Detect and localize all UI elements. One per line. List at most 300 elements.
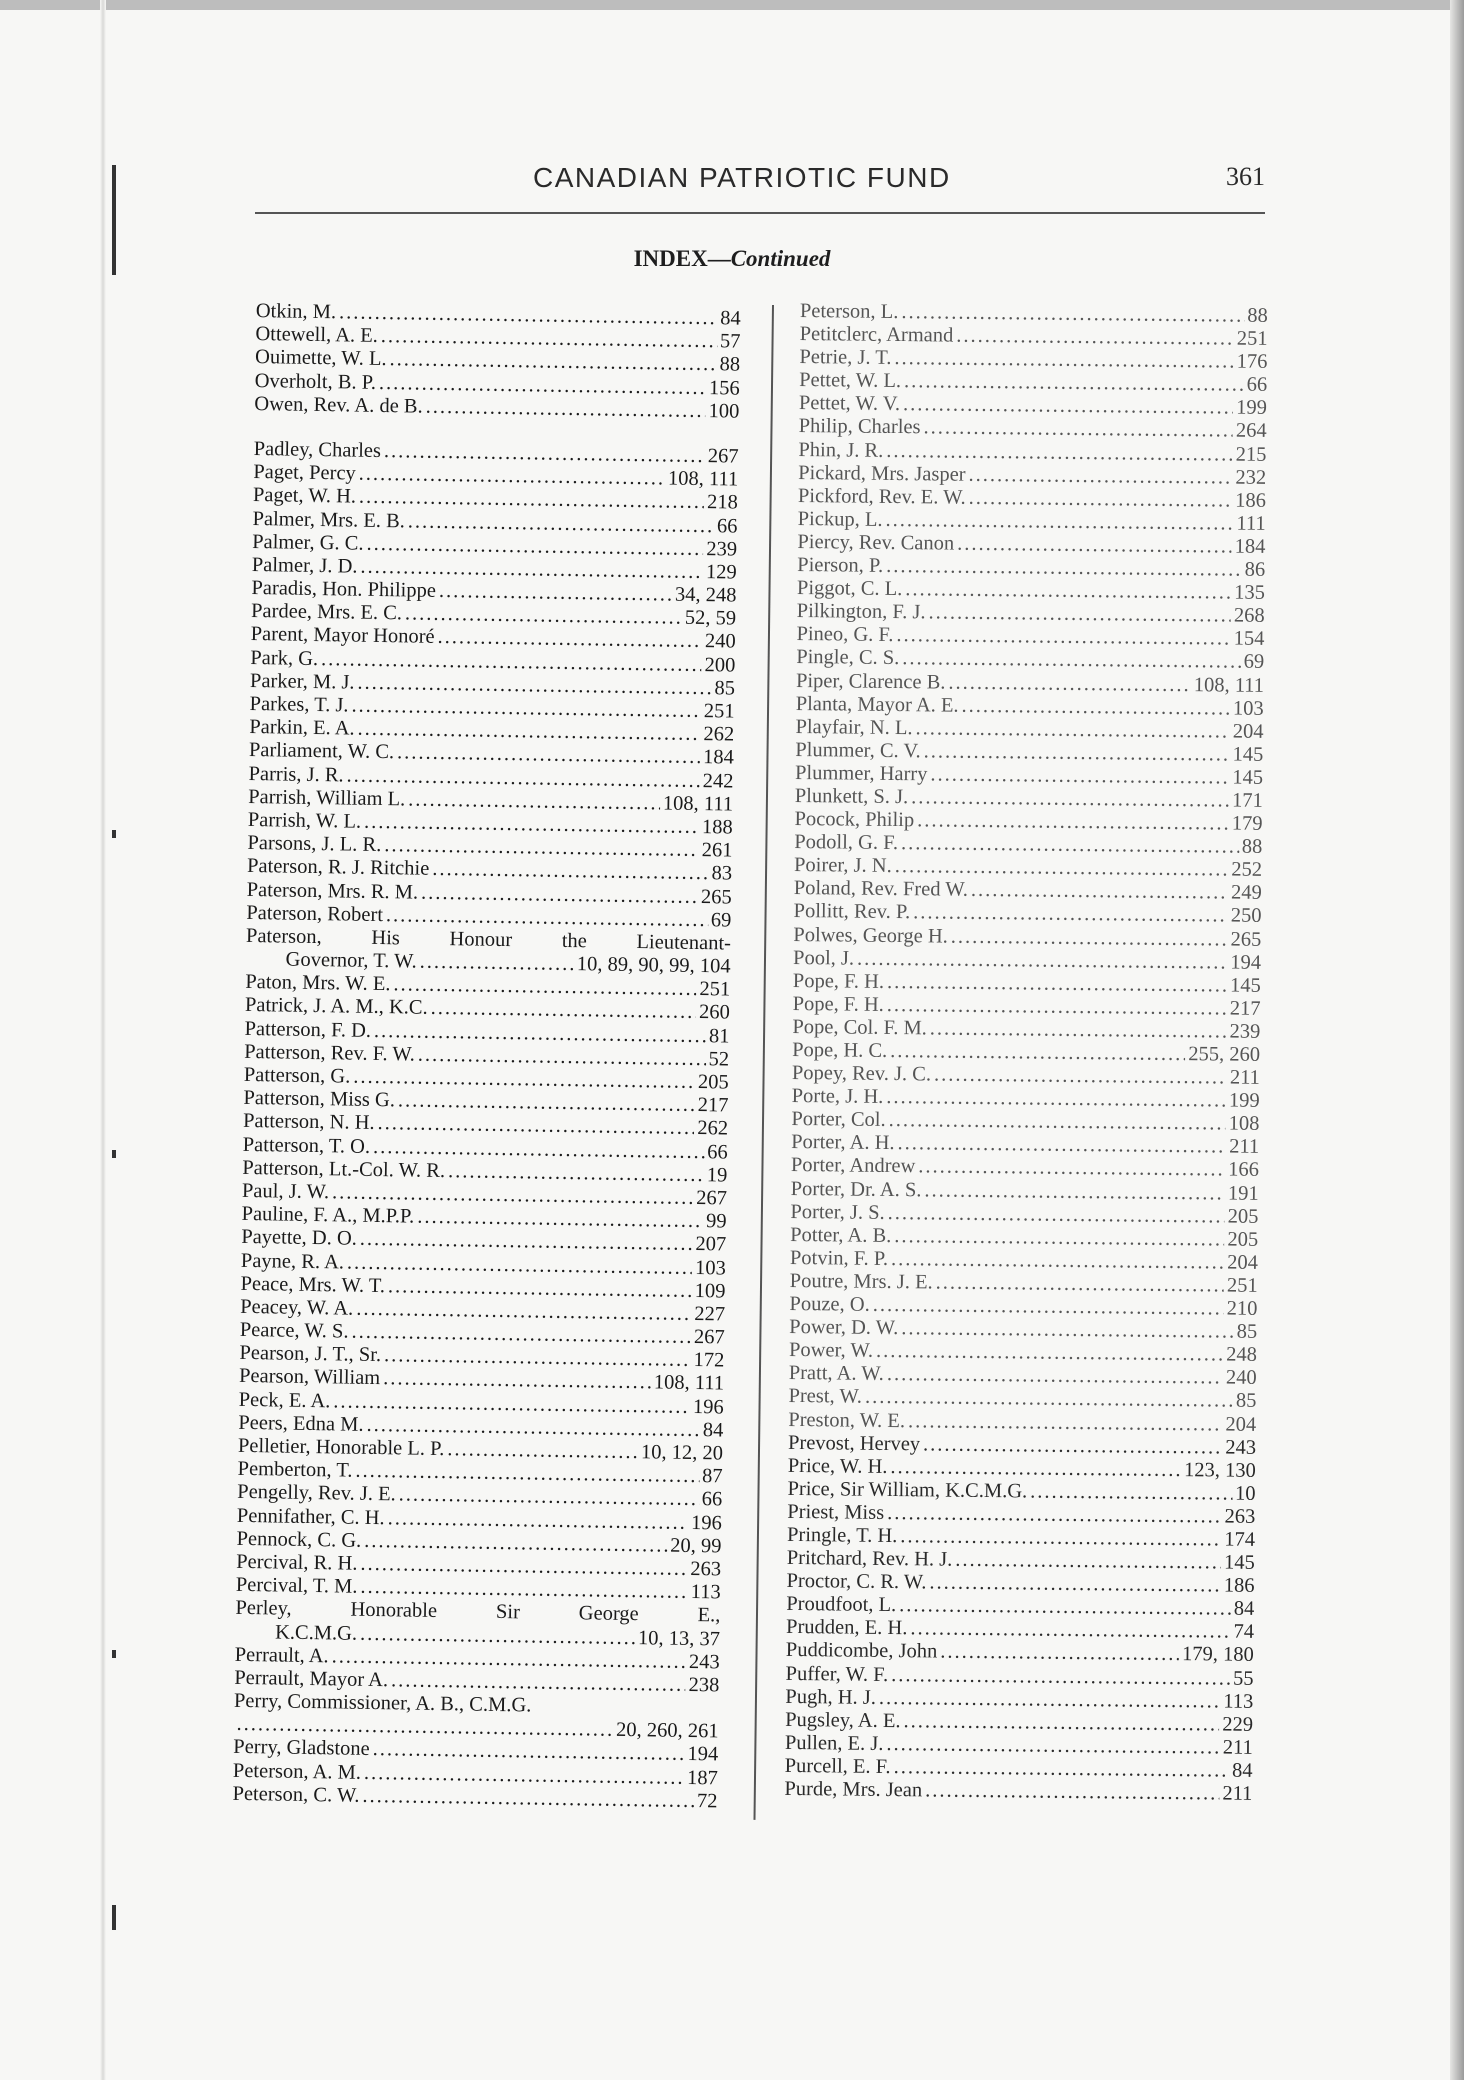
entry-pages: 265 bbox=[1230, 928, 1262, 951]
entry-name: Prevost, Hervey bbox=[787, 1431, 921, 1455]
running-title: CANADIAN PATRIOTIC FUND bbox=[533, 162, 951, 193]
dot-leader bbox=[930, 763, 1229, 789]
entry-name: Priest, Miss bbox=[787, 1500, 885, 1524]
entry-pages: 85 bbox=[1235, 1390, 1257, 1413]
dot-leader bbox=[956, 325, 1234, 351]
page-right-edge bbox=[1450, 0, 1464, 2080]
entry-name: Plummer, Harry bbox=[794, 761, 928, 786]
entry-name: Pilkington, F. J. bbox=[796, 600, 926, 624]
entry-pages: 179, 180 bbox=[1181, 1643, 1254, 1667]
dot-leader bbox=[897, 1132, 1226, 1159]
dot-leader bbox=[384, 834, 699, 862]
entry-name: Peterson, L. bbox=[799, 300, 899, 324]
binding-shadow bbox=[100, 0, 106, 2080]
entry-name: Pope, F. H. bbox=[792, 969, 885, 993]
entry-pages: 205 bbox=[1227, 1205, 1259, 1228]
entry-name: Porter, A. H. bbox=[791, 1131, 895, 1155]
dot-leader bbox=[903, 1710, 1219, 1736]
entry-name: Peck, E. A. bbox=[238, 1388, 331, 1412]
entry-name: Parliament, W. C. bbox=[248, 739, 395, 764]
entry-pages: 184 bbox=[1234, 535, 1266, 558]
dot-leader bbox=[923, 417, 1233, 443]
entry-name: Proudfoot, L. bbox=[786, 1593, 897, 1617]
entry-pages: 20, 260, 261 bbox=[615, 1719, 719, 1743]
entry-pages: 210 bbox=[1226, 1297, 1258, 1320]
entry-pages: 135 bbox=[1234, 581, 1266, 605]
entry-name: Park, G. bbox=[250, 646, 319, 670]
entry-name: Pickford, Rev. E. W. bbox=[797, 484, 966, 509]
entry-pages: 205 bbox=[697, 1071, 729, 1094]
entry-name: Pennock, C. G. bbox=[236, 1527, 362, 1552]
entry-name: Plunkett, S. J. bbox=[794, 784, 909, 809]
dot-leader bbox=[889, 1109, 1226, 1136]
entry-pages: 145 bbox=[1229, 974, 1261, 997]
entry-pages: 145 bbox=[1232, 743, 1264, 766]
entry-pages: 85 bbox=[1236, 1320, 1258, 1343]
entry-pages: 123, 130 bbox=[1183, 1458, 1256, 1482]
entry-name: Peers, Edna M. bbox=[238, 1411, 364, 1436]
entry-name: Palmer, G. C. bbox=[252, 530, 364, 555]
dot-leader bbox=[915, 717, 1229, 743]
entry-name: Pugh, H. J. bbox=[785, 1685, 877, 1709]
entry-pages: 186 bbox=[1223, 1574, 1255, 1597]
entry-name: Pope, H. C. bbox=[792, 1038, 888, 1062]
entry-name: Ouimette, W. L. bbox=[254, 346, 387, 371]
entry-pages: 88 bbox=[719, 353, 741, 376]
entry-name: Peterson, C. W. bbox=[232, 1782, 360, 1807]
dot-leader bbox=[918, 1156, 1225, 1182]
entry-pages: 145 bbox=[1223, 1551, 1255, 1574]
entry-pages: 194 bbox=[687, 1743, 719, 1766]
entry-pages: 166 bbox=[1228, 1159, 1260, 1182]
entry-name: Proctor, C. R. W. bbox=[786, 1570, 927, 1594]
header-rule bbox=[255, 212, 1265, 214]
entry-name: Paterson, R. J. Ritchie bbox=[246, 855, 430, 881]
entry-name: Perry, Gladstone bbox=[233, 1736, 370, 1761]
entry-pages: 66 bbox=[716, 514, 738, 538]
entry-name: Pearson, William bbox=[238, 1365, 381, 1390]
entry-pages: 268 bbox=[1233, 604, 1265, 628]
entry-name: Peace, Mrs. W. T. bbox=[240, 1272, 386, 1297]
entry-pages: 81 bbox=[708, 1024, 730, 1048]
entry-pages: 251 bbox=[699, 978, 731, 1001]
entry-pages: 204 bbox=[1227, 1251, 1259, 1274]
entry-pages: 84 bbox=[702, 1418, 724, 1442]
entry-name: Paget, Percy bbox=[253, 461, 356, 485]
index-column-right bbox=[784, 300, 1268, 1806]
entry-pages: 87 bbox=[701, 1465, 723, 1488]
entry-name: Pengelly, Rev. J. E. bbox=[237, 1481, 396, 1506]
entry-pages: 108, 111 bbox=[662, 792, 734, 816]
dot-leader bbox=[940, 1641, 1179, 1667]
entry-name: Ottewell, A. E. bbox=[255, 323, 379, 348]
index-heading-main: INDEX— bbox=[633, 246, 731, 271]
dot-leader bbox=[1030, 1480, 1232, 1505]
binding-mark bbox=[112, 1150, 116, 1158]
entry-pages: 66 bbox=[707, 1140, 728, 1164]
entry-name: Paradis, Hon. Philippe bbox=[251, 577, 437, 602]
entry-name: Parrish, William L. bbox=[248, 785, 406, 811]
entry-name: Pettet, W. V. bbox=[798, 392, 901, 416]
dot-leader bbox=[913, 902, 1228, 928]
binding-mark bbox=[112, 1650, 116, 1658]
index-column-left bbox=[232, 300, 741, 1813]
dot-leader bbox=[886, 1733, 1220, 1760]
entry-pages: 86 bbox=[1244, 558, 1266, 581]
entry-pages: 218 bbox=[706, 491, 739, 514]
entry-name: Pickup, L. bbox=[797, 507, 883, 531]
entry-pages: 108, 111 bbox=[1193, 673, 1265, 697]
entry-pages: 264 bbox=[1235, 420, 1267, 443]
dot-leader bbox=[948, 671, 1191, 697]
entry-name: Purde, Mrs. Jean bbox=[784, 1777, 923, 1802]
entry-pages: 10, 89, 90, 99, 104 bbox=[576, 953, 731, 978]
entry-name: Padley, Charles bbox=[253, 437, 382, 462]
entry-pages: 217 bbox=[697, 1094, 729, 1117]
entry-name: Podoll, G. F. bbox=[794, 831, 899, 855]
entry-pages: 100 bbox=[708, 399, 740, 423]
entry-pages: 129 bbox=[705, 560, 737, 584]
entry-name: Owen, Rev. A. de B. bbox=[254, 392, 423, 418]
entry-name: Plummer, C. V. bbox=[795, 738, 921, 763]
entry-pages: 109 bbox=[694, 1279, 726, 1303]
binding-mark bbox=[112, 830, 116, 838]
dot-leader bbox=[924, 740, 1230, 766]
entry-pages: 156 bbox=[708, 376, 740, 400]
entry-pages: 267 bbox=[707, 445, 739, 468]
entry-pages: 171 bbox=[1231, 789, 1263, 812]
dot-leader bbox=[420, 951, 575, 977]
entry-pages: 248 bbox=[1226, 1343, 1258, 1367]
entry-pages: 103 bbox=[1232, 697, 1264, 720]
entry-name: Parkes, T. J. bbox=[249, 692, 349, 717]
entry-name: Patterson, Miss G. bbox=[243, 1087, 396, 1112]
entry-pages: 88 bbox=[1241, 835, 1263, 859]
entry-name: Peterson, A. M. bbox=[232, 1759, 362, 1784]
entry-pages: 66 bbox=[701, 1488, 723, 1511]
entry-name: Porter, J. S. bbox=[790, 1200, 885, 1224]
entry-pages: 255, 260 bbox=[1188, 1043, 1261, 1066]
dot-leader bbox=[895, 855, 1229, 882]
entry-name: Palmer, J. D. bbox=[251, 553, 358, 578]
entry-pages: 191 bbox=[1227, 1182, 1259, 1205]
entry-pages: 10 bbox=[1234, 1482, 1256, 1505]
entry-name: Pierson, P. bbox=[797, 554, 884, 577]
entry-pages: 249 bbox=[1230, 881, 1262, 905]
entry-name: Pollitt, Rev. P. bbox=[793, 900, 911, 924]
entry-name: Pope, Col. F. M. bbox=[792, 1015, 927, 1040]
dot-leader bbox=[971, 879, 1228, 905]
entry-name: Petrie, J. T. bbox=[799, 346, 892, 370]
entry-pages: 186 bbox=[1235, 489, 1267, 512]
entry-pages: 196 bbox=[690, 1511, 723, 1535]
entry-name: Patrick, J. A. M., K.C. bbox=[244, 994, 428, 1020]
entry-name: Patterson, N. H. bbox=[242, 1110, 375, 1135]
entry-pages: 267 bbox=[693, 1326, 725, 1349]
index-heading-continued: Continued bbox=[730, 246, 831, 271]
dot-leader bbox=[968, 463, 1232, 489]
entry-pages: 57 bbox=[719, 330, 741, 353]
dot-leader bbox=[929, 1572, 1221, 1598]
entry-pages: 251 bbox=[1226, 1274, 1258, 1297]
entry-name: Patterson, T. O. bbox=[242, 1133, 371, 1158]
entry-pages: 19 bbox=[706, 1163, 728, 1187]
dot-leader bbox=[447, 1438, 638, 1464]
entry-pages: 267 bbox=[696, 1186, 728, 1210]
entry-name: Paterson, Robert bbox=[246, 901, 384, 926]
entry-name: Petitclerc, Armand bbox=[799, 323, 954, 347]
entry-name: Pocock, Philip bbox=[794, 808, 915, 832]
entry-name: Potter, A. B. bbox=[790, 1223, 892, 1247]
entry-pages: 103 bbox=[694, 1256, 727, 1279]
entry-pages: 66 bbox=[1246, 373, 1268, 397]
entry-pages: 250 bbox=[1230, 904, 1262, 928]
dot-leader bbox=[903, 393, 1233, 420]
entry-name: Parker, M. J. bbox=[249, 669, 355, 694]
entry-name: Porter, Dr. A. S. bbox=[790, 1177, 922, 1201]
entry-name: Parrish, W. L. bbox=[247, 808, 362, 833]
entry-pages: 200 bbox=[704, 653, 736, 677]
entry-pages: 85 bbox=[714, 677, 736, 700]
entry-name: Pearson, J. T., Sr. bbox=[239, 1342, 382, 1367]
entry-name: Percival, R. H. bbox=[236, 1550, 358, 1575]
entry-name: Perrault, A. bbox=[234, 1643, 329, 1667]
entry-name: Parsons, J. L. R. bbox=[247, 832, 382, 857]
entry-pages: 211 bbox=[1229, 1066, 1260, 1089]
dot-leader bbox=[917, 809, 1229, 835]
dot-leader bbox=[894, 1225, 1224, 1252]
entry-name: Pingle, C. S. bbox=[796, 646, 900, 670]
entry-pages: 199 bbox=[1236, 396, 1268, 420]
entry-name: Prest, W. bbox=[788, 1385, 863, 1409]
entry-name: Playfair, N. L. bbox=[795, 715, 913, 739]
entry-pages: 108 bbox=[1228, 1112, 1260, 1136]
dot-leader bbox=[934, 1064, 1227, 1090]
entry-pages: 263 bbox=[1224, 1505, 1256, 1528]
entry-pages: 242 bbox=[702, 769, 734, 793]
dot-leader bbox=[936, 1271, 1225, 1297]
entry-pages: 34, 248 bbox=[674, 583, 737, 607]
entry-name: Pringle, T. H. bbox=[786, 1523, 898, 1548]
entry-name: Poirer, J. N. bbox=[793, 854, 892, 878]
entry-pages: 217 bbox=[1229, 997, 1261, 1020]
entry-pages: 261 bbox=[701, 839, 733, 862]
entry-name: Palmer, Mrs. E. B. bbox=[252, 507, 406, 532]
entry-pages: 194 bbox=[1230, 951, 1262, 974]
entry-name: Planta, Mayor A. E. bbox=[795, 692, 959, 717]
dot-leader bbox=[905, 578, 1231, 605]
entry-pages: 240 bbox=[704, 630, 736, 654]
entry-pages: 69 bbox=[1243, 651, 1265, 674]
entry-name: Phin, J. R. bbox=[798, 438, 884, 462]
entry-pages: 174 bbox=[1224, 1528, 1256, 1551]
page-number: 361 bbox=[1226, 162, 1265, 191]
dot-leader bbox=[951, 925, 1228, 951]
entry-name: Paterson, Mrs. R. M. bbox=[246, 878, 419, 904]
entry-pages: 179 bbox=[1231, 812, 1263, 835]
entry-pages: 52, 59 bbox=[684, 607, 737, 630]
entry-pages: 211 bbox=[1229, 1135, 1260, 1159]
entry-name: Patterson, Rev. F. W. bbox=[244, 1040, 416, 1066]
column-divider bbox=[753, 305, 774, 1820]
dot-leader bbox=[955, 1549, 1221, 1575]
entry-name: Polwes, George H. bbox=[793, 923, 948, 948]
entry-name: Puffer, W. F. bbox=[785, 1662, 889, 1686]
entry-pages: 199 bbox=[1228, 1089, 1260, 1113]
entry-pages: 74 bbox=[1233, 1620, 1255, 1644]
entry-name: Pratt, A. W. bbox=[788, 1362, 884, 1386]
entry-pages: 238 bbox=[688, 1673, 720, 1697]
entry-pages: 84 bbox=[1232, 1759, 1253, 1782]
entry-name: Pope, F. H. bbox=[792, 992, 884, 1016]
entry-name: Paget, W. H. bbox=[252, 484, 357, 508]
dot-leader bbox=[901, 1317, 1234, 1344]
entry-pages: 232 bbox=[1235, 466, 1267, 489]
entry-name: Governor, T. W. bbox=[285, 948, 417, 973]
entry-pages: 262 bbox=[703, 723, 735, 746]
entry-pages: 227 bbox=[694, 1302, 726, 1326]
entry-name: Overholt, B. P. bbox=[254, 369, 377, 394]
entry-pages: 196 bbox=[692, 1395, 724, 1419]
entry-pages: 10, 12, 20 bbox=[640, 1441, 724, 1465]
entry-pages: 172 bbox=[693, 1349, 725, 1372]
dot-leader bbox=[910, 1618, 1230, 1644]
entry-name: Pemberton, T. bbox=[237, 1458, 353, 1482]
entry-pages: 239 bbox=[1229, 1020, 1261, 1043]
entry-name: Porter, Andrew bbox=[790, 1154, 916, 1178]
entry-pages: 88 bbox=[1247, 304, 1268, 327]
entry-name: Puddicombe, John bbox=[785, 1639, 938, 1663]
entry-pages: 205 bbox=[1227, 1228, 1259, 1251]
entry-name: Paton, Mrs. W. E. bbox=[245, 971, 391, 996]
entry-pages: 83 bbox=[711, 862, 733, 885]
index-entry bbox=[784, 1778, 1252, 1806]
entry-pages: 52 bbox=[708, 1048, 730, 1071]
entry-pages: 215 bbox=[1235, 443, 1267, 466]
entry-pages: 229 bbox=[1222, 1713, 1254, 1736]
dot-leader bbox=[930, 1017, 1227, 1043]
entry-pages: 251 bbox=[703, 700, 735, 723]
entry-name: Piercy, Rev. Canon bbox=[797, 530, 955, 555]
dot-leader bbox=[887, 1502, 1222, 1529]
entry-name: Parent, Mayor Honoré bbox=[250, 623, 435, 649]
entry-name: Pineo, G. F. bbox=[796, 623, 894, 647]
dot-leader bbox=[426, 395, 706, 423]
entry-pages: 108, 111 bbox=[653, 1371, 725, 1395]
entry-pages: 265 bbox=[700, 885, 732, 909]
dot-leader bbox=[925, 1779, 1219, 1805]
entry-pages: 207 bbox=[695, 1233, 727, 1256]
entry-pages: 108, 111 bbox=[667, 467, 739, 491]
entry-name: Pauline, F. A., M.P.P. bbox=[241, 1203, 415, 1228]
entry-name: Price, Sir William, K.C.M.G. bbox=[787, 1477, 1028, 1503]
entry-name: Pettet, W. L. bbox=[799, 369, 902, 393]
entry-name: Pugsley, A. E. bbox=[785, 1708, 901, 1732]
entry-name: Patterson, G. bbox=[243, 1063, 351, 1088]
entry-pages: 55 bbox=[1232, 1667, 1254, 1690]
entry-pages: 251 bbox=[1236, 327, 1268, 350]
entry-pages: 260 bbox=[698, 1001, 731, 1024]
entry-pages: 99 bbox=[705, 1210, 727, 1233]
entry-pages: 204 bbox=[1225, 1413, 1257, 1436]
dot-leader bbox=[896, 624, 1231, 651]
entry-pages: 111 bbox=[1236, 512, 1266, 535]
entry-name: Philip, Charles bbox=[798, 415, 921, 439]
binding-mark bbox=[112, 1905, 116, 1930]
dot-leader bbox=[928, 602, 1231, 628]
entry-pages: 72 bbox=[696, 1789, 718, 1813]
entry-name: Power, W. bbox=[788, 1339, 874, 1363]
entry-name: Payne, R. A. bbox=[240, 1249, 345, 1273]
entry-name: Porte, J. H. bbox=[791, 1085, 884, 1109]
entry-pages: 69 bbox=[710, 908, 732, 932]
dot-leader bbox=[957, 533, 1232, 559]
entry-pages: 176 bbox=[1236, 350, 1268, 374]
entry-name: Otkin, M. bbox=[255, 300, 337, 324]
entry-name: Peacey, W. A. bbox=[240, 1295, 354, 1320]
entry-name: Piggot, C. L. bbox=[796, 577, 903, 601]
dot-leader bbox=[891, 1248, 1224, 1275]
entry-name: Pelletier, Honorable L. P. bbox=[237, 1434, 445, 1461]
entry-pages: 243 bbox=[1225, 1436, 1257, 1459]
entry-pages: 184 bbox=[702, 746, 735, 769]
entry-name: Paul, J. W. bbox=[241, 1179, 330, 1204]
entry-name: Poutre, Mrs. J. E. bbox=[789, 1269, 933, 1294]
dot-leader bbox=[890, 1456, 1181, 1482]
entry-pages: 113 bbox=[1223, 1690, 1254, 1713]
entry-name: Pardee, Mrs. E. C. bbox=[250, 600, 403, 625]
dot-leader bbox=[923, 1433, 1222, 1459]
entry-name: Pritchard, Rev. H. J. bbox=[786, 1546, 953, 1571]
dot-leader bbox=[908, 1410, 1223, 1436]
dot-leader bbox=[969, 487, 1233, 513]
entry-pages: 84 bbox=[1233, 1597, 1255, 1621]
dot-leader bbox=[894, 1756, 1230, 1783]
dot-leader bbox=[887, 1363, 1223, 1390]
entry-name: Price, W. H. bbox=[787, 1454, 888, 1478]
dot-leader bbox=[911, 786, 1229, 812]
dot-leader bbox=[961, 694, 1230, 720]
entry-name: Preston, W. E. bbox=[788, 1408, 906, 1432]
entry-pages: 204 bbox=[1232, 720, 1264, 743]
entry-name: Purcell, E. F. bbox=[784, 1754, 891, 1778]
entry-pages: 262 bbox=[697, 1117, 729, 1140]
entry-pages: 154 bbox=[1233, 627, 1265, 651]
entry-name: Perry, Commissioner, A. B., C.M.G. bbox=[233, 1689, 532, 1717]
entry-pages: 10, 13, 37 bbox=[637, 1626, 721, 1650]
entry-name: Paterson, His Honour the Lieutenant- bbox=[245, 924, 732, 955]
index-heading bbox=[0, 246, 1464, 272]
entry-pages: 187 bbox=[686, 1766, 719, 1790]
entry-pages: 252 bbox=[1231, 858, 1263, 882]
entry-name: Pouze, O. bbox=[789, 1292, 870, 1316]
entry-pages: 84 bbox=[720, 307, 741, 330]
dot-leader bbox=[924, 1179, 1225, 1205]
entry-name: Pearce, W. S. bbox=[239, 1318, 349, 1343]
entry-pages: 243 bbox=[688, 1650, 720, 1674]
entry-pages: 239 bbox=[706, 537, 738, 561]
entry-name: Popey, Rev. J. C. bbox=[791, 1062, 932, 1086]
entry-name: Pennifather, C. H. bbox=[236, 1504, 385, 1529]
entry-name: Power, D. W. bbox=[789, 1316, 899, 1340]
entry-name: Potvin, F. P. bbox=[789, 1246, 889, 1270]
entry-pages: 20, 99 bbox=[670, 1534, 722, 1558]
dot-leader bbox=[362, 1785, 694, 1813]
page-top-edge bbox=[0, 0, 1464, 10]
entry-name: Pickard, Mrs. Jasper bbox=[798, 461, 966, 486]
entry-pages: 211 bbox=[1222, 1736, 1253, 1759]
entry-name: Patterson, Lt.-Col. W. R. bbox=[242, 1156, 446, 1182]
